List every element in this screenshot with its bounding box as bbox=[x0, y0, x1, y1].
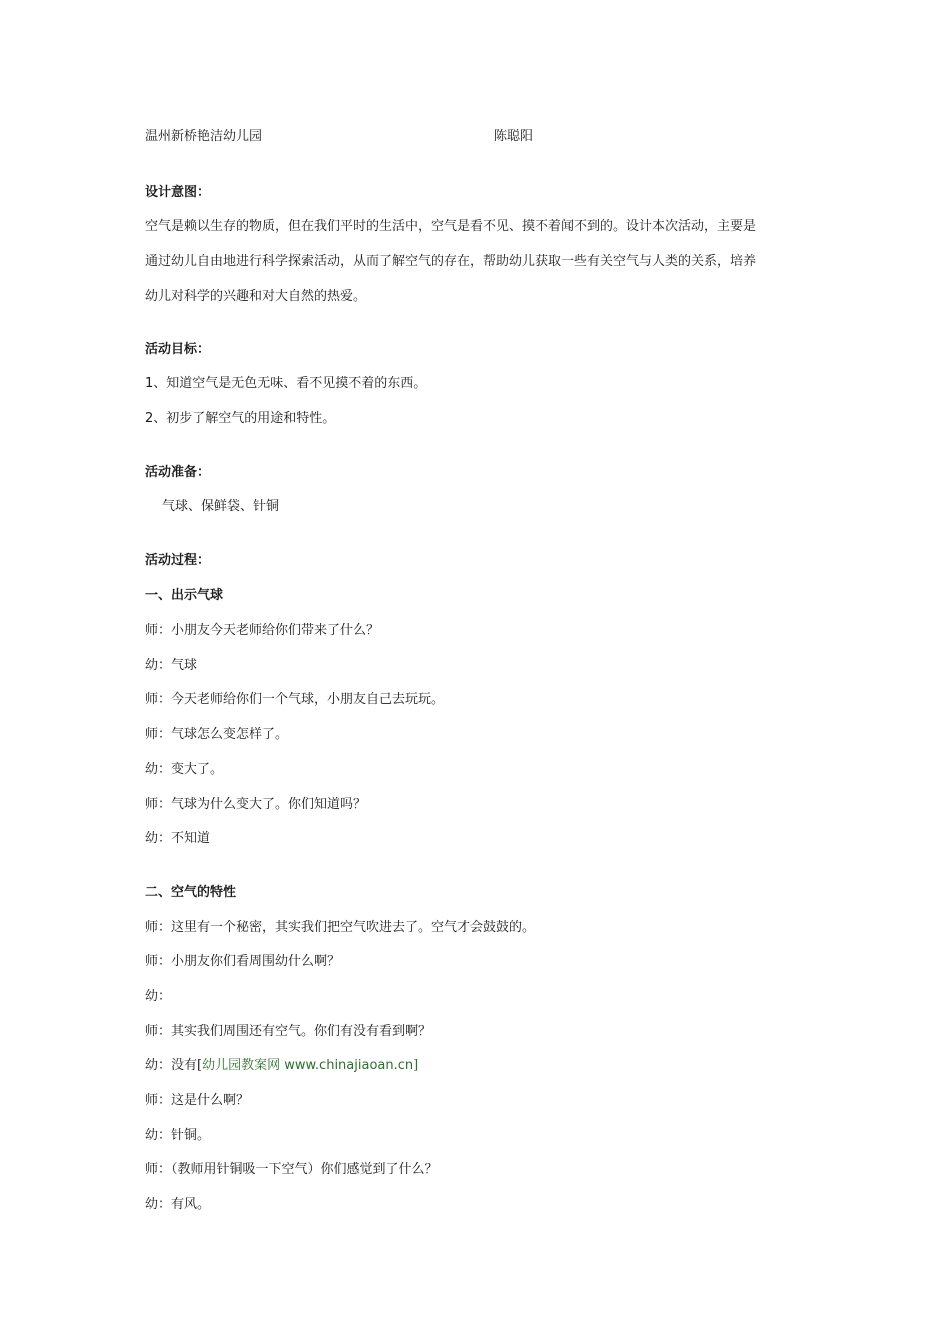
dialogue-line: 师：（教师用针铜吸一下空气）你们感觉到了什么？ bbox=[145, 1162, 438, 1177]
dialogue-line: 师：小朋友你们看周围幼什么啊？ bbox=[145, 954, 341, 969]
design-intent-line: 幼儿对科学的兴趣和对大自然的热爱。 bbox=[145, 289, 367, 304]
design-intent-line: 通过幼儿自由地进行科学探索活动，从而了解空气的存在，帮助幼儿获取一些有关空气与人类的关系，培养 bbox=[145, 254, 757, 269]
school-name: 温州新桥艳洁幼儿园 bbox=[145, 129, 263, 144]
dialogue-line: 师：气球为什么变大了。你们知道吗？ bbox=[145, 797, 367, 812]
preparation-heading: 活动准备： bbox=[145, 465, 211, 480]
dialogue-line: 幼： bbox=[145, 989, 172, 1004]
goal-number: 1 bbox=[145, 376, 154, 391]
dialogue-line: 师：小朋友今天老师给你们带来了什么？ bbox=[145, 623, 380, 638]
design-intent-heading: 设计意图： bbox=[145, 185, 211, 200]
dialogue-line: 师：这里有一个秘密，其实我们把空气吹进去了。空气才会鼓鼓的。 bbox=[145, 920, 536, 935]
goal-text: 、初步了解空气的用途和特性。 bbox=[153, 411, 336, 426]
dialogue-line: 幼：有风。 bbox=[145, 1197, 211, 1212]
section-title: 二、空气的特性 bbox=[145, 885, 237, 900]
design-intent-line: 空气是赖以生存的物质，但在我们平时的生活中，空气是看不见、摸不着闻不到的。设计本次活动，主要是 bbox=[145, 219, 757, 234]
dialogue-line: 幼：变大了。 bbox=[145, 762, 224, 777]
dialogue-line: 师：其实我们周围还有空气。你们有没有看到啊？ bbox=[145, 1024, 432, 1039]
dialogue-line: 师：这是什么啊？ bbox=[145, 1093, 250, 1108]
website-link[interactable] bbox=[202, 1058, 413, 1073]
goal-item bbox=[145, 410, 335, 428]
dialogue-line: 师：今天老师给你们一个气球，小朋友自己去玩玩。 bbox=[145, 692, 445, 707]
dialogue-line: 师：气球怎么变怎样了。 bbox=[145, 727, 289, 742]
goal-number: 2 bbox=[145, 411, 154, 426]
dialogue-line: 幼：不知道 bbox=[145, 831, 211, 846]
link-prefix: 幼：没有[ bbox=[145, 1058, 203, 1073]
section-title: 一、出示气球 bbox=[145, 588, 224, 603]
goals-heading: 活动目标： bbox=[145, 342, 211, 357]
link-text: 幼儿园教案网 bbox=[202, 1058, 281, 1073]
process-heading: 活动过程： bbox=[145, 553, 211, 568]
author-name: 陈聪阳 bbox=[494, 129, 534, 144]
header-line bbox=[145, 128, 534, 146]
preparation-text: 气球、保鲜袋、针铜 bbox=[162, 499, 280, 514]
dialogue-line: 幼：针铜。 bbox=[145, 1128, 211, 1143]
goal-item bbox=[145, 375, 426, 393]
link-suffix: ] bbox=[413, 1058, 419, 1073]
dialogue-line: 幼：气球 bbox=[145, 658, 198, 673]
dialogue-line-with-link bbox=[145, 1057, 418, 1075]
goal-text: 、知道空气是无色无味、看不见摸不着的东西。 bbox=[153, 376, 427, 391]
link-url: www.chinajiaoan.cn bbox=[280, 1058, 414, 1073]
